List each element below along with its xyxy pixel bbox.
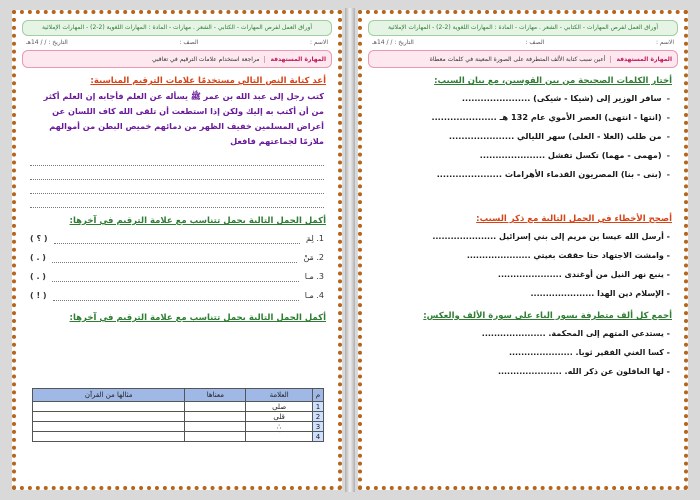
left-header-strip: أوراق العمل لفرص المهارات - الكتابي - الشعر . مهارات - المادة : المهارات اللغوية (2-2) - المهارات الإملائية bbox=[22, 20, 332, 36]
name-label: الاسم : bbox=[655, 39, 674, 46]
choice-item[interactable]: -(بنى - بنا) المصريون القدماء الأهرامات ..................... bbox=[436, 169, 670, 179]
date-label: التاريخ : / / 14هـ bbox=[372, 39, 414, 46]
table-row: 3 ∴ bbox=[33, 422, 324, 432]
punctuation-table bbox=[32, 388, 324, 442]
answer-line[interactable] bbox=[30, 166, 324, 180]
skill-text: أعين سبب كتابة الألف المتطرفة على الصورة المعينة في كلمات معطاة bbox=[429, 55, 606, 63]
collect-item[interactable]: - كسا الغني الفقير ثوبا. ..................... bbox=[508, 348, 670, 357]
right-page bbox=[358, 10, 688, 490]
table-row: 4 bbox=[33, 432, 324, 442]
complete-title: أكمل الجمل التالية بجمل تتناسب مع علامة الترقيم في آخرها: bbox=[69, 216, 326, 226]
left-info-row bbox=[26, 39, 328, 46]
completion-row[interactable]: 1. لِمَ ( ؟ ) bbox=[30, 234, 324, 243]
rewrite-title: أعد كتابة النص التالي مستخدمًا علامات الترقيم المناسبة: bbox=[90, 76, 326, 86]
error-item[interactable]: - وامشت الاجتهاد حتا حققت بغيتي ..................... bbox=[466, 251, 670, 260]
date-label: التاريخ : / / 14هـ bbox=[26, 39, 68, 46]
right-info-row bbox=[372, 39, 674, 46]
right-skill-banner bbox=[368, 50, 678, 68]
completion-row[interactable]: 2. مَنْ ( . ) bbox=[30, 253, 324, 262]
completion-row[interactable]: 3. مـا ( . ) bbox=[30, 272, 324, 281]
error-item[interactable]: - ينبع نهر النيل من أوغندى ..................... bbox=[497, 270, 670, 279]
collect-item[interactable]: - لها الغافلون عن ذكر الله. ..................... bbox=[497, 367, 670, 376]
choice-item[interactable]: -(مهمى - مهما) تكسل تفشل ..................... bbox=[479, 150, 670, 160]
collect-title: أجمع كل ألف متطرفة بسور الياء على سورة الألف والعكس: bbox=[423, 311, 672, 321]
class-label: الصف : bbox=[179, 39, 199, 46]
table-row: 1 صلى bbox=[33, 402, 324, 412]
choice-item[interactable]: -من طلب (العلا - العلى) سهر الليالي ..................... bbox=[448, 131, 670, 141]
class-label: الصف : bbox=[525, 39, 545, 46]
choice-item[interactable]: -سافر الوزير إلى (شيكا - شيكى) ...................... bbox=[461, 93, 670, 103]
answer-line[interactable] bbox=[30, 180, 324, 194]
left-skill-banner bbox=[22, 50, 332, 68]
completion-row[interactable]: 4. مـا ( ! ) bbox=[30, 291, 324, 300]
choose-title: أختار الكلمات الصحيحة من بين القوسين، مع بيان السبب: bbox=[434, 76, 672, 86]
col-header: م bbox=[313, 389, 324, 402]
skill-tag: المهارة المستهدفة bbox=[264, 56, 331, 63]
table-row: 2 قلى bbox=[33, 412, 324, 422]
error-item[interactable]: - أرسل الله عيسا بن مريم إلى بني إسرائيل ..................... bbox=[432, 232, 670, 241]
error-item[interactable]: - الإسلام دين الهدا ..................... bbox=[530, 289, 670, 298]
skill-tag: المهارة المستهدفة bbox=[610, 56, 677, 63]
passage-text: كتب رجل إلى عبد الله بن عمر ﷺ يسأله عن العلم فأجابه إن العلم أكثر من أن أكتب به إليك ولكن إذا استطعت أن تلقى الله كاف اللسان عن أعراض المسلمين خفيف الظهر من دمائهم خميص البطن من أموالهم ملازمًا لجماعتهم فافعل bbox=[43, 91, 324, 146]
col-header: العلامة bbox=[246, 389, 313, 402]
right-header-strip: أوراق العمل لفرص المهارات - الكتابي - الشعر . مهارات - المادة : المهارات اللغوية (2-2) - المهارات الإملائية bbox=[368, 20, 678, 36]
col-header: مثالها من القرآن bbox=[33, 389, 185, 402]
table-title: أكمل الجمل التالية بجمل تتناسب مع علامة الترقيم في آخرها: bbox=[69, 313, 326, 323]
col-header: معناها bbox=[185, 389, 246, 402]
correct-title: أصحح الأخطاء في الجمل التالية مع ذكر السبب: bbox=[476, 214, 672, 224]
collect-item[interactable]: - يستدعي المتهم إلى المحكمة. ..................... bbox=[481, 329, 670, 338]
answer-line[interactable] bbox=[30, 194, 324, 208]
book-spine bbox=[345, 8, 355, 492]
choice-item[interactable]: -(انتها - انتهى) العصر الأموي عام 132 هـ ..................... bbox=[431, 112, 670, 122]
answer-line[interactable] bbox=[30, 152, 324, 166]
name-label: الاسم : bbox=[309, 39, 328, 46]
skill-text: مراجعة استخدام علامات الترقيم في تعاقبي bbox=[151, 55, 260, 63]
left-page bbox=[12, 10, 342, 490]
